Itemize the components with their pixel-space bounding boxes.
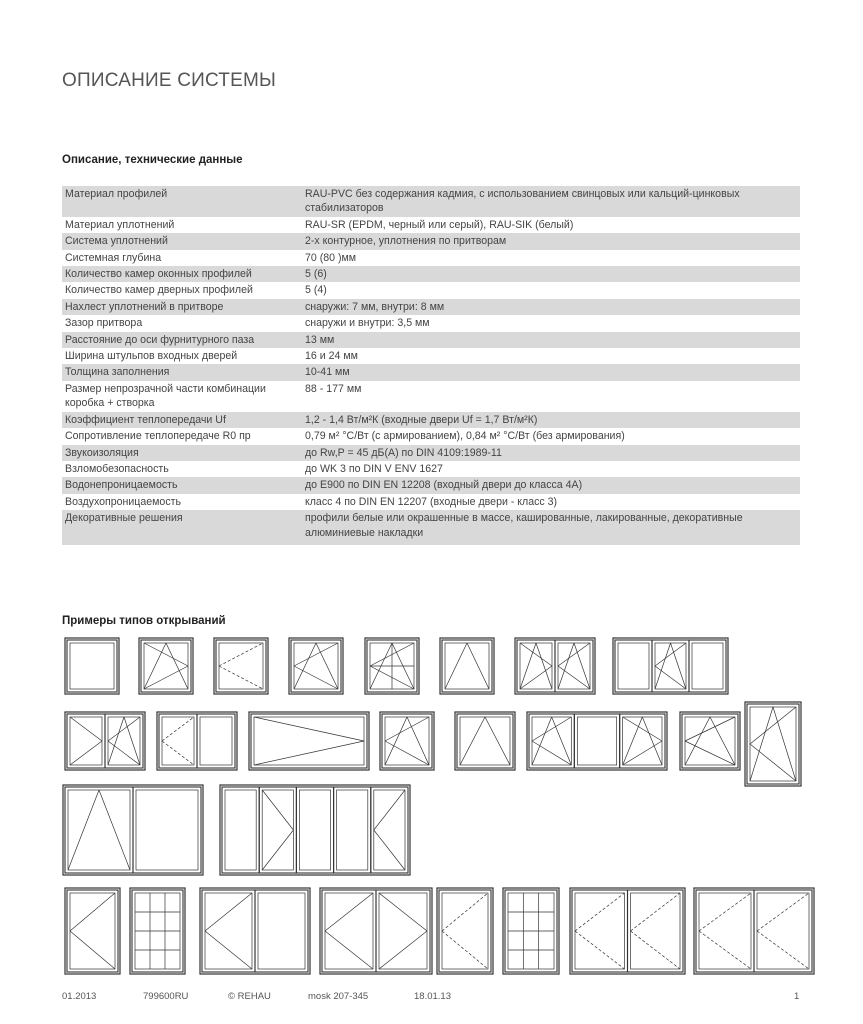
window-icon-arched (380, 712, 434, 770)
spec-row (62, 315, 800, 331)
spec-label: Система уплотнений (62, 233, 302, 249)
spec-row (62, 461, 800, 477)
door-icon-double (200, 888, 310, 974)
window-icon-fixed (65, 638, 119, 694)
door-icon-single-grid-2 (503, 888, 559, 974)
spec-value: 0,79 м² °С/Вт (с армированием), 0,84 м² °С/Вт (без армирования) (302, 428, 800, 444)
window-icon-tilt-turn (139, 638, 193, 694)
spec-value: 88 - 177 мм (302, 381, 800, 412)
window-icon-double-sash (515, 638, 595, 694)
spec-label: Зазор притвора (62, 315, 302, 331)
window-icon-bottom-hung (249, 712, 369, 770)
spec-row (62, 266, 800, 282)
spec-row (62, 364, 800, 380)
spec-row (62, 299, 800, 315)
spec-label: Материал уплотнений (62, 217, 302, 233)
spec-value: 2-х контурное, уплотнения по притворам (302, 233, 800, 249)
footer-copyright: © REHAU (228, 991, 271, 1002)
spec-label: Расстояние до оси фурнитурного паза (62, 332, 302, 348)
spec-label: Нахлест уплотнений в притворе (62, 299, 302, 315)
spec-label: Количество камер оконных профилей (62, 266, 302, 282)
opening-types-gallery (60, 630, 820, 980)
spec-label: Воздухопроницаемость (62, 494, 302, 510)
spec-value: 5 (4) (302, 282, 800, 298)
spec-table (62, 186, 800, 545)
spec-label: Коэффициент теплопередачи Uf (62, 412, 302, 428)
spec-value: 5 (6) (302, 266, 800, 282)
window-icon-turn-dashed (214, 638, 268, 694)
footer-print-date: 18.01.13 (414, 991, 451, 1002)
spec-value: 1,2 - 1,4 Вт/м²К (входные двери Uf = 1,7 Вт/м²К) (302, 412, 800, 428)
spec-label: Водонепроницаемость (62, 477, 302, 493)
spec-row (62, 186, 800, 217)
window-icon-arched-triple (527, 712, 667, 770)
spec-value: 70 (80 )мм (302, 250, 800, 266)
spec-label: Сопротивление теплопередаче R0 пр (62, 428, 302, 444)
door-icon-folding (220, 785, 410, 875)
spec-row (62, 381, 800, 412)
footer-date: 01.2013 (62, 991, 97, 1002)
spec-label: Ширина штульпов входных дверей (62, 348, 302, 364)
spec-label: Размер непрозрачной части комбинации коробка + створка (62, 381, 302, 412)
spec-value: 16 и 24 мм (302, 348, 800, 364)
spec-value: 10-41 мм (302, 364, 800, 380)
spec-row (62, 348, 800, 364)
spec-row (62, 428, 800, 444)
window-icon-tilt-turn-2 (289, 638, 343, 694)
door-icon-double-dashed (570, 888, 685, 974)
door-icon-double-cross (694, 888, 814, 974)
spec-value: 13 мм (302, 332, 800, 348)
spec-section-title: Описание, технические данные (62, 154, 243, 166)
window-icon-cross-mullion (365, 638, 419, 694)
window-icon-with-transom (745, 702, 801, 786)
spec-row (62, 332, 800, 348)
spec-row (62, 494, 800, 510)
spec-value: снаружи и внутри: 3,5 мм (302, 315, 800, 331)
spec-label: Декоративные решения (62, 510, 302, 545)
door-icon-single-grid (130, 888, 185, 974)
spec-label: Материал профилей (62, 186, 302, 217)
spec-label: Количество камер дверных профилей (62, 282, 302, 298)
spec-row (62, 412, 800, 428)
window-icon-tilt (440, 638, 494, 694)
footer-code: 799600RU (143, 991, 189, 1002)
spec-value: класс 4 по DIN EN 12207 (входные двери - класс 3) (302, 494, 800, 510)
spec-label: Толщина заполнения (62, 364, 302, 380)
door-icon-single (65, 888, 120, 974)
spec-row (62, 477, 800, 493)
spec-value: RAU-SR (EPDM, черный или серый), RAU-SIK (белый) (302, 217, 800, 233)
window-icon-double-dashed (157, 712, 237, 770)
door-icon-single-dashed (437, 888, 493, 974)
spec-value: до WK 3 по DIN V ENV 1627 (302, 461, 800, 477)
spec-value: профили белые или окрашенные в массе, кашированные, лакированные, декоративные алюминиевые накладки (302, 510, 800, 545)
spec-row (62, 250, 800, 266)
spec-label: Взломобезопасность (62, 461, 302, 477)
spec-row (62, 510, 800, 545)
types-section-title: Примеры типов открываний (62, 615, 226, 627)
spec-row (62, 282, 800, 298)
page-title: ОПИСАНИЕ СИСТЕМЫ (62, 70, 276, 91)
spec-label: Звукоизоляция (62, 445, 302, 461)
window-icon-trapezoid (455, 712, 515, 770)
spec-row (62, 445, 800, 461)
spec-value: до E900 по DIN EN 12208 (входный двери до класса 4А) (302, 477, 800, 493)
spec-value: RAU-PVC без содержания кадмия, с использованием свинцовых или кальций-цинковых стабилизаторов (302, 186, 800, 217)
window-icon-slanted (680, 712, 740, 770)
footer-page-number: 1 (794, 991, 800, 1002)
spec-row (62, 233, 800, 249)
spec-label: Системная глубина (62, 250, 302, 266)
window-icon-double-mullion (65, 712, 145, 770)
spec-value: снаружи: 7 мм, внутри: 8 мм (302, 299, 800, 315)
door-icon-lift-slide (63, 785, 203, 875)
door-icon-double-french (320, 888, 432, 974)
spec-value: до Rw,P = 45 дБ(А) по DIN 4109:1989-11 (302, 445, 800, 461)
window-icon-triple-sash (613, 638, 728, 694)
spec-row (62, 217, 800, 233)
footer-ref: mosk 207-345 (308, 991, 369, 1002)
